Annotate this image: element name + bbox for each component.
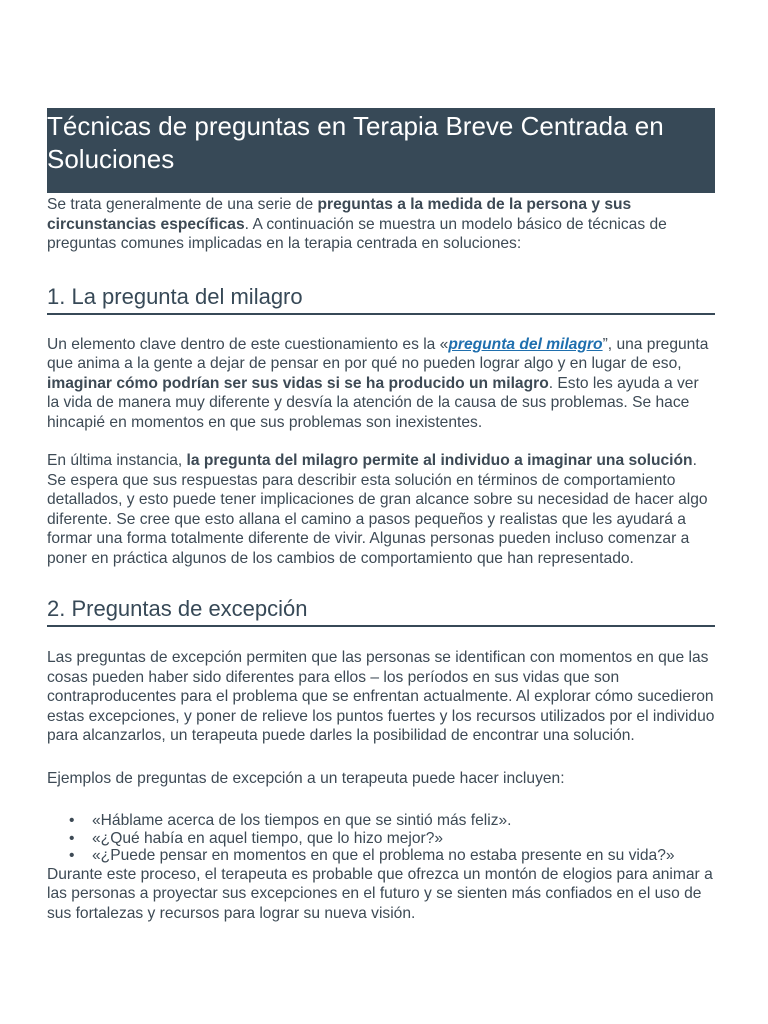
bullet-icon: • — [69, 847, 75, 864]
milagro-p2-text-2: . Se espera que sus respuestas para describir esta solución en términos de comportamiento detallados, y esto puede tener implicaciones de gran alcance sobre su necesidad de hacer algo diferente. Se cree que esto allana el camino a pasos pequeños y realistas que les ayudará a formar una forma totalmente diferente de vivir. Algunas personas pueden incluso comenzar a poner en práctica algunos de los cambios de comportamiento que han representado. — [47, 452, 708, 567]
bullet-icon: • — [69, 812, 75, 829]
pregunta-del-milagro-link[interactable]: pregunta del milagro — [448, 335, 603, 353]
section-heading-milagro: 1. La pregunta del milagro — [47, 283, 715, 315]
section-heading-excepcion: 2. Preguntas de excepción — [47, 595, 715, 627]
milagro-p1-bold: imaginar cómo podrían ser sus vidas si se ha producido un milagro — [47, 374, 549, 392]
page-title: Técnicas de preguntas en Terapia Breve Centrada en Soluciones — [47, 108, 715, 193]
examples-list — [47, 812, 715, 865]
list-item — [69, 830, 715, 848]
intro-paragraph — [47, 195, 715, 254]
milagro-paragraph-1 — [47, 335, 715, 433]
list-item-text: «¿Qué había en aquel tiempo, que lo hizo mejor?» — [92, 829, 444, 847]
intro-text-end: . A continuación se muestra un modelo básico de técnicas de preguntas comunes implicadas en la terapia centrada en soluciones: — [47, 215, 667, 252]
milagro-paragraph-2 — [47, 451, 715, 568]
list-item — [69, 847, 715, 865]
list-item — [69, 812, 715, 830]
bullet-icon: • — [69, 829, 75, 847]
list-item-text: «¿Puede pensar en momentos en que el problema no estaba presente en su vida?» — [92, 847, 675, 864]
milagro-p2-bold: la pregunta del milagro permite al individuo a imaginar una solución — [186, 452, 693, 469]
milagro-p1-text-2: ”, una pregunta que anima a la gente a dejar de pensar en por qué no pueden lograr algo y en lugar de eso, — [47, 335, 709, 372]
milagro-p1-text: Un elemento clave dentro de este cuestionamiento es la « — [47, 335, 449, 353]
excepcion-paragraph-2: Ejemplos de preguntas de excepción a un terapeuta puede hacer incluyen: — [47, 769, 565, 787]
list-item-text: «Háblame acerca de los tiempos en que se sintió más feliz». — [92, 812, 512, 829]
intro-bold-text: preguntas a la medida de la persona y sus circunstancias específicas — [47, 196, 632, 233]
intro-text: Se trata generalmente de una serie de — [47, 196, 318, 213]
article — [47, 108, 715, 923]
milagro-p1-text-3: . Esto les ayuda a ver la vida de manera muy diferente y desvía la atención de la causa de sus problemas. Se hace hincapié en momentos en que sus problemas son inexistentes. — [47, 374, 699, 431]
excepcion-paragraph-1: Las preguntas de excepción permiten que las personas se identifican con momentos en que las cosas pueden haber sido diferentes para ellos – los períodos en sus vidas que son contraproducentes para el problema que se enfrentan actualmente. Al explorar cómo sucedieron estas excepciones, y poner de relieve los puntos fuertes y los recursos utilizados por el individuo para alcanzarlos, un terapeuta puede darles la posibilidad de encontrar una solución. — [47, 649, 715, 744]
closing-paragraph: Durante este proceso, el terapeuta es probable que ofrezca un montón de elogios para animar a las personas a proyectar sus excepciones en el futuro y se sienten más confiados en el uso de sus fortalezas y recursos para lograr su nueva visión. — [47, 865, 713, 922]
milagro-p2-text: En última instancia, — [47, 452, 187, 469]
